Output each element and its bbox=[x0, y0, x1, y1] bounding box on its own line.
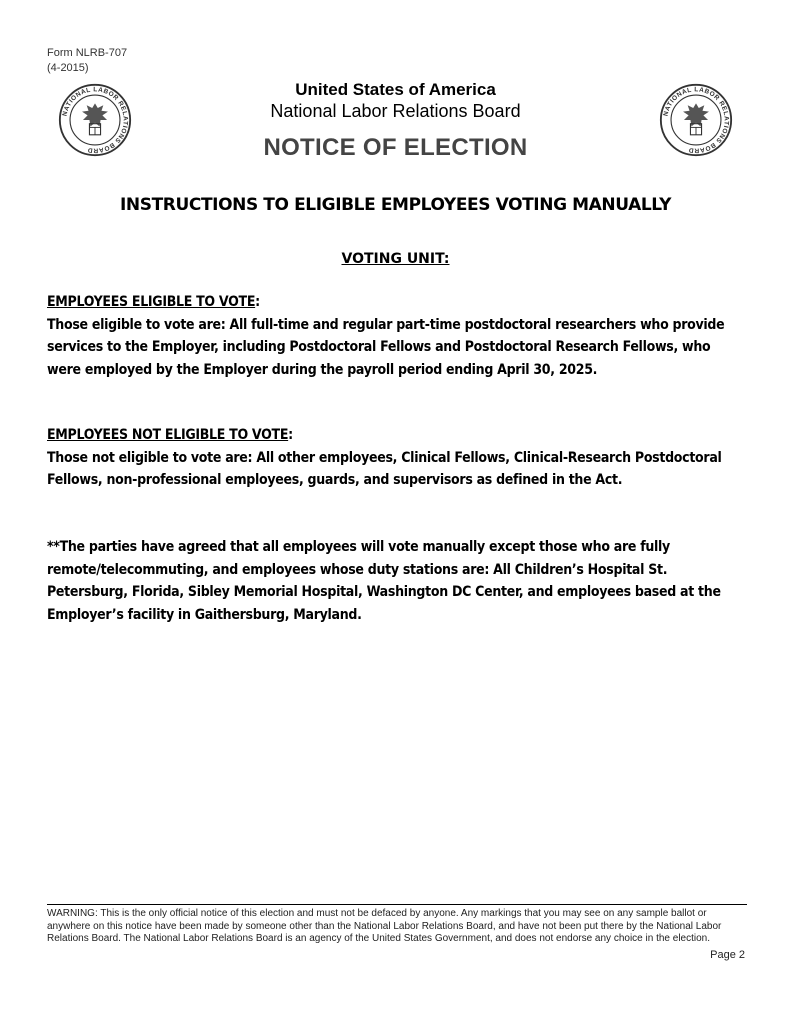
header-country: United States of America bbox=[295, 80, 496, 99]
eligible-section bbox=[47, 291, 747, 381]
header-agency: National Labor Relations Board bbox=[270, 101, 521, 121]
not-eligible-section bbox=[47, 424, 747, 492]
not-eligible-heading-line bbox=[47, 424, 747, 447]
not-eligible-text: Those not eligible to vote are: All other employees, Clinical Fellows, Clinical-Research Postdoctoral Fellows, non-professional employees, guards, and supervisors as defined in the Act. bbox=[47, 449, 722, 488]
footer-warning: WARNING: This is the only official notice of this election and must not be defaced by anyone. Any markings that you may see on any sample ballot or anywhere on this notice have been made by someone other than the National Labor Relations Board, and have not been put there by the National Labor Relations Board. The National Labor Relations Board is an agency of the United States Government, and does not endorse any choice in the election. bbox=[47, 908, 722, 944]
eligible-text: Those eligible to vote are: All full-time and regular part-time postdoctoral researchers who provide services to the Employer, including Postdoctoral Fellows and Postdoctoral Research Fellows, who were employed by the Employer during the payroll period ending April 30, 2025. bbox=[47, 316, 725, 378]
manual-voting-note: **The parties have agreed that all employees will vote manually except those who are fully remote/telecommuting, and employees whose duty stations are: All Children’s Hospital St. Petersburg, Florida, Sibley Memorial Hospital, Washington DC Center, and employees based at the Employer’s facility in Gaithersburg, Maryland. bbox=[47, 539, 721, 623]
form-number: Form NLRB-707 bbox=[47, 47, 128, 59]
instructions-title: INSTRUCTIONS TO ELIGIBLE EMPLOYEES VOTING MANUALLY bbox=[119, 195, 672, 215]
not-eligible-heading-colon: : bbox=[288, 427, 293, 443]
not-eligible-heading: EMPLOYEES NOT ELIGIBLE TO VOTE bbox=[47, 427, 289, 443]
form-identifier bbox=[47, 46, 127, 76]
seal-text: NATIONAL LABOR RELATIONS BOARD bbox=[61, 86, 129, 154]
eligible-heading-line bbox=[47, 291, 747, 314]
footer bbox=[47, 904, 747, 961]
eligible-heading: EMPLOYEES ELIGIBLE TO VOTE bbox=[47, 294, 256, 310]
form-revision: (4-2015) bbox=[47, 62, 89, 74]
notice-title: NOTICE OF ELECTION bbox=[263, 134, 528, 161]
voting-unit-label: VOTING UNIT: bbox=[341, 251, 450, 267]
page-number: Page 2 bbox=[710, 949, 745, 961]
seal-text: NATIONAL LABOR RELATIONS BOARD bbox=[662, 86, 730, 154]
eligible-heading-colon: : bbox=[255, 294, 260, 310]
